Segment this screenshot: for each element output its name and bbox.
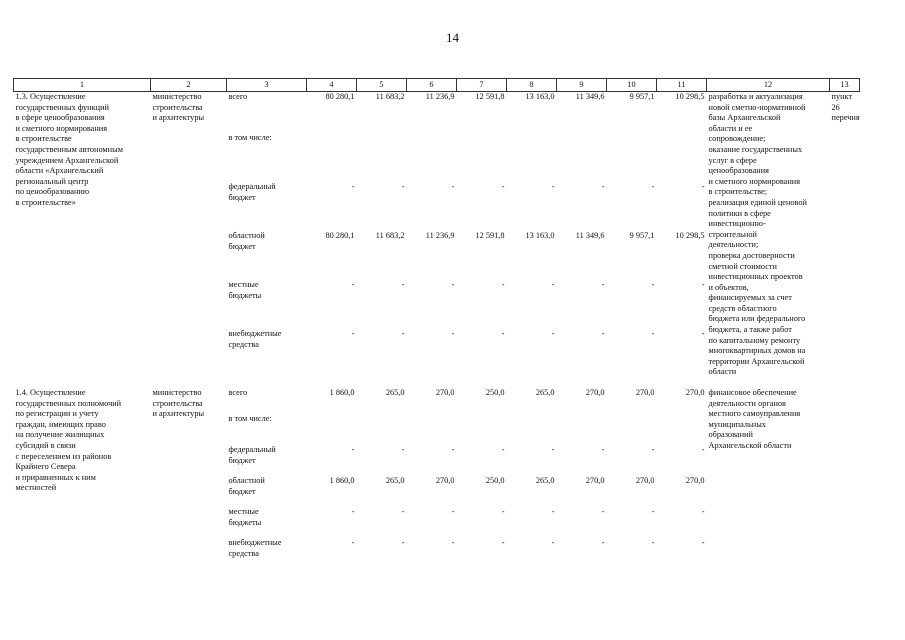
program-table [13,78,860,569]
funding-value: - [401,182,405,192]
funding-value: - [701,538,705,548]
reference: пункт 26 перечня [831,92,860,123]
page-number: 14 [446,30,459,45]
funding-value: 12 591,8 [475,231,505,241]
funding-value: 250,0 [485,476,505,486]
header-row [14,79,860,92]
funding-value: - [501,445,505,455]
funding-value: 11 349,6 [575,92,605,101]
funding-value: - [401,445,405,455]
funding-value [457,414,507,445]
funding-value: 265,0 [385,476,405,486]
funding-value: 11 683,2 [375,231,405,241]
funding-source: федеральный бюджет [228,445,276,465]
funding-value: - [401,280,405,290]
funding-value: - [651,182,655,192]
reference [830,388,860,569]
funding-value: - [601,329,605,339]
funding-value [557,133,607,182]
executor: министерство строительства и архитектуры [152,92,205,123]
funding-source: внебюджетные средства [228,329,282,349]
expected-result: финансовое обеспечение деятельности органов местного самоуправления муниципальных образований Архангельской области [708,388,801,450]
funding-value: 11 236,9 [425,92,455,101]
gap-cell [14,378,860,388]
funding-value: - [701,182,705,192]
funding-value [657,414,707,445]
funding-value: 270,0 [685,388,705,398]
funding-value: - [451,507,455,517]
header-cell: 4 [307,79,357,92]
funding-value [407,414,457,445]
funding-value: - [651,329,655,339]
funding-value: 270,0 [585,476,605,486]
funding-value: 80 280,1 [325,92,355,101]
funding-value: 250,0 [485,388,505,398]
funding-value: - [601,182,605,192]
executor: министерство строительства и архитектуры [152,388,205,419]
funding-value: - [451,538,455,548]
funding-value: - [701,329,705,339]
funding-value: - [551,507,555,517]
funding-value [607,133,657,182]
funding-value [457,133,507,182]
funding-value [557,414,607,445]
row-gap [14,378,860,388]
funding-source: местные бюджеты [228,507,262,527]
funding-value [307,414,357,445]
funding-value: - [501,507,505,517]
table-body [14,92,860,570]
funding-value: - [351,445,355,455]
funding-value: 10 298,5 [675,92,705,101]
funding-value: - [401,507,405,517]
funding-value: 265,0 [535,388,555,398]
header-cell: 13 [830,79,860,92]
funding-value: 9 957,1 [629,231,655,241]
funding-value: - [551,445,555,455]
funding-value: 12 591,8 [475,92,505,101]
funding-value: - [601,280,605,290]
expected-result: разработка и актуализация новой сметно-нормативной базы Архангельской области и ее сопровождение; оказание государственных услуг в сфере ценообразования и сметного нормирования в строительстве; реализация единой ценовой политики в сфере инвестиционно- строительной деятельности; проверка достоверности сметной стоимости инвестиционных проектов и объектов, финансируемых за счет средств областного бюджета или федерального бюджета, а также работ по капитальному ремонту многоквартирных домов на территории Архангельской области [708,92,807,377]
funding-value [657,133,707,182]
funding-value: 80 280,1 [325,231,355,241]
funding-value: - [501,280,505,290]
funding-value: - [551,329,555,339]
funding-value [357,133,407,182]
funding-value: - [501,538,505,548]
table-row [14,92,860,134]
funding-value: - [551,538,555,548]
funding-value: - [601,445,605,455]
funding-value: - [351,329,355,339]
funding-value: - [451,182,455,192]
funding-value: 1 860,0 [329,388,355,398]
funding-value: - [551,280,555,290]
funding-source: всего [228,388,248,398]
funding-value: - [451,280,455,290]
funding-value: - [351,280,355,290]
funding-value: 270,0 [585,388,605,398]
activity-name: 1.3. Осуществление государственных функций в сфере ценообразования и сметного нормирования в строительстве государственным автономным учреждением Архангельской области «Архангельский региональный центр по ценообразованию в строительстве» [15,92,123,207]
header-cell: 10 [607,79,657,92]
funding-value: - [451,445,455,455]
funding-value: 270,0 [685,476,705,486]
funding-source: в том числе: [228,133,272,143]
funding-value: - [651,280,655,290]
funding-value: - [701,445,705,455]
funding-value: 13 163,0 [525,92,555,101]
header-cell: 2 [151,79,227,92]
funding-value: - [501,329,505,339]
header-cell: 3 [227,79,307,92]
funding-value: - [651,538,655,548]
funding-source: в том числе: [228,414,272,424]
funding-value: - [601,507,605,517]
funding-source: всего [228,92,248,101]
funding-value: 270,0 [635,388,655,398]
funding-source: внебюджетные средства [228,538,282,558]
funding-value: 270,0 [435,388,455,398]
header-cell: 12 [707,79,830,92]
funding-value: - [351,507,355,517]
funding-value [507,133,557,182]
funding-value: 265,0 [385,388,405,398]
funding-value: - [351,182,355,192]
funding-value: - [351,538,355,548]
funding-value: - [451,329,455,339]
header-cell: 7 [457,79,507,92]
table-row [14,388,860,414]
funding-value: - [501,182,505,192]
funding-value: - [601,538,605,548]
funding-value: 13 163,0 [525,231,555,241]
funding-value: 11 349,6 [575,231,605,241]
funding-value [407,133,457,182]
funding-source: местные бюджеты [228,280,262,300]
funding-value: 270,0 [635,476,655,486]
funding-source: федеральный бюджет [228,182,276,202]
funding-source: областной бюджет [228,476,265,496]
funding-value: - [551,182,555,192]
funding-value: 265,0 [535,476,555,486]
funding-source: областной бюджет [228,231,265,251]
header-cell: 5 [357,79,407,92]
funding-value: 270,0 [435,476,455,486]
funding-value [607,414,657,445]
funding-value: - [401,329,405,339]
header-cell: 9 [557,79,607,92]
header-cell: 6 [407,79,457,92]
header-cell: 1 [14,79,151,92]
funding-value: - [701,507,705,517]
funding-value: - [701,280,705,290]
funding-value [307,133,357,182]
funding-value: - [651,445,655,455]
header-cell: 8 [507,79,557,92]
funding-value [507,414,557,445]
funding-value [357,414,407,445]
funding-value: 11 683,2 [375,92,405,101]
funding-value: - [401,538,405,548]
funding-value: - [651,507,655,517]
funding-value: 1 860,0 [329,476,355,486]
funding-value: 9 957,1 [629,92,655,101]
activity-name: 1.4. Осуществление государственных полномочий по регистрации и учету граждан, имеющих право на получение жилищных субсидий в связи с переселением из районов Крайнего Севера и приравненных к ним местностей [15,388,122,493]
header-cell: 11 [657,79,707,92]
funding-value: 10 298,5 [675,231,705,241]
funding-value: 11 236,9 [425,231,455,241]
